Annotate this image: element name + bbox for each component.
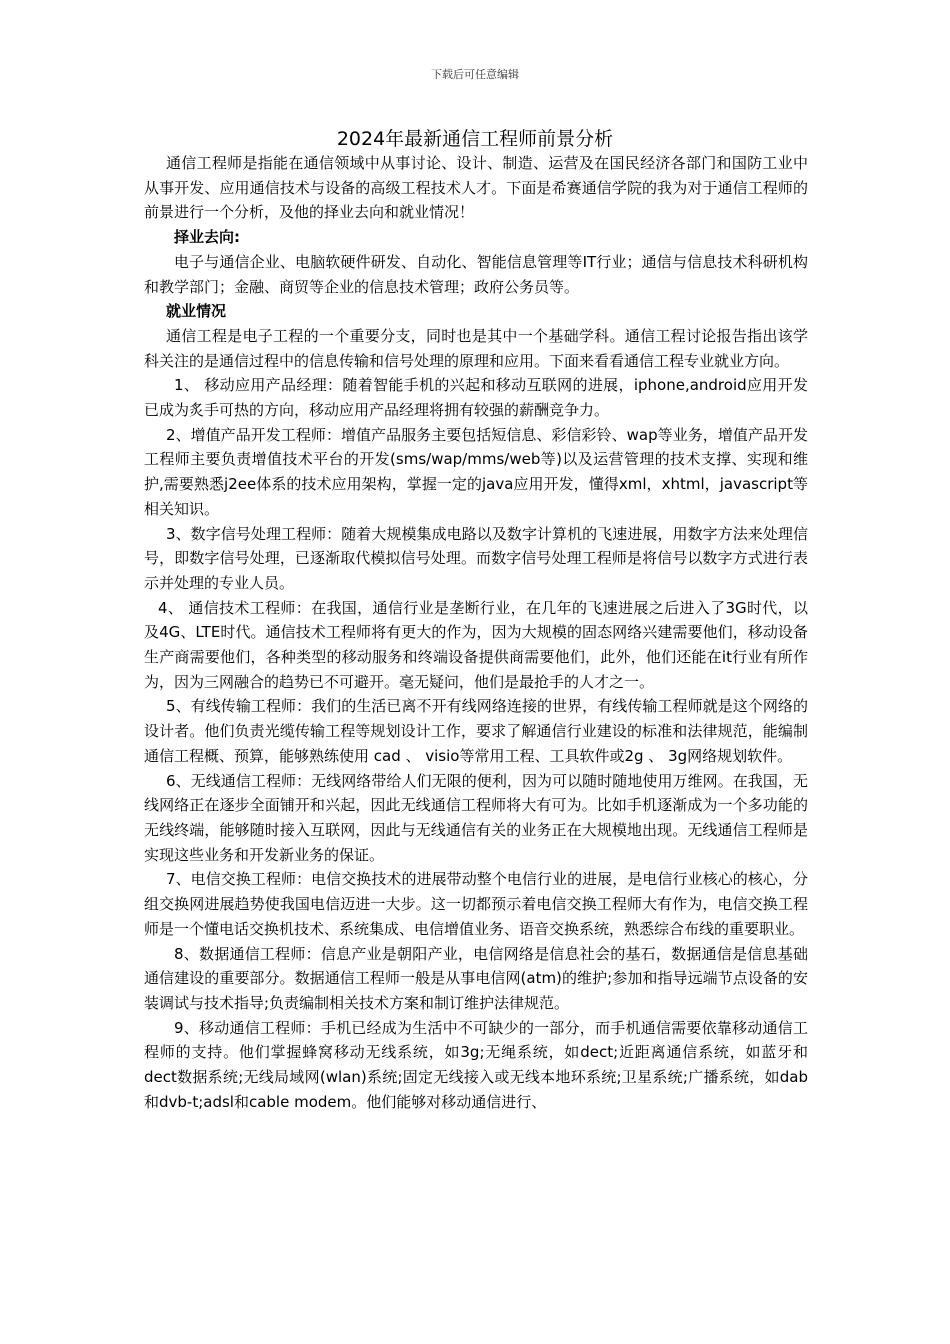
list-item: 1、 移动应用产品经理：随着智能手机的兴起和移动互联网的进展，iphone,android应用开发已成为炙手可热的方向，移动应用产品经理将拥有较强的薪酬竞争力。 [144, 376, 808, 420]
list-item: 8、数据通信工程师：信息产业是朝阳产业，电信网络是信息社会的基石，数据通信是信息基础通信建设的重要部分。数据通信工程师一般是从事电信网(atm)的维护;参加和指导远端节点设备的安装调试与技术指导;负责编制相关技术方案和制订维护法律规范。 [144, 944, 808, 1012]
document-body [144, 151, 808, 1114]
section-heading-employment: 就业情况 [166, 302, 227, 321]
header-note: 下载后可任意编辑 [431, 68, 519, 81]
list-item: 7、电信交换工程师：电信交换技术的进展带动整个电信行业的进展，是电信行业核心的核心，分组交换网进展趋势使我国电信迈进一大步。这一切都预示着电信交换工程师大有作为，电信交换工程师是一个懂电话交换机技术、系统集成、电信增值业务、语音交换系统，熟悉综合布线的重要职业。 [144, 870, 808, 938]
list-item: 9、移动通信工程师：手机已经成为生活中不可缺少的一部分，而手机通信需要依靠移动通信工程师的支持。他们掌握蜂窝移动无线系统，如3g;无绳系统，如dect;近距离通信系统，如蓝牙和dect数据系统;无线局域网(wlan)系统;固定无线接入或无线本地环系统;卫星系统;广播系统，如dab和dvb-t;adsl和cable modem。他们能够对移动通信进行、 [144, 1018, 808, 1111]
page-title: 2024年最新通信工程师前景分析 [336, 128, 614, 150]
intro-paragraph: 通信工程师是指能在通信领域中从事讨论、设计、制造、运营及在国民经济各部门和国防工业中从事开发、应用通信技术与设备的高级工程技术人才。下面是希赛通信学院的我为对于通信工程师的前景进行一个分析，及他的择业去向和就业情况！ [144, 154, 808, 222]
section-heading-career: 择业去向: [174, 228, 240, 247]
list-item: 6、无线通信工程师：无线网络带给人们无限的便利，因为可以随时随地使用万维网。在我国，无线网络正在逐步全面铺开和兴起，因此无线通信工程师将大有可为。比如手机逐渐成为一个多功能的无线终端，能够随时接入互联网，因此与无线通信有关的业务正在大规模地出现。无线通信工程师是实现这些业务和开发新业务的保证。 [144, 771, 808, 864]
section-body-employment: 通信工程是电子工程的一个重要分支，同时也是其中一个基础学科。通信工程讨论报告指出该学科关注的是通信过程中的信息传输和信号处理的原理和应用。下面来看看通信工程专业就业方向。 [144, 326, 808, 370]
list-item: 5、有线传输工程师：我们的生活已离不开有线网络连接的世界，有线传输工程师就是这个网络的设计者。他们负责光缆传输工程等规划设计工作，要求了解通信行业建设的标准和法律规范，能编制通信工程概、预算，能够熟练使用 cad 、 visio等常用工程、工具软件或2g 、 3g网络规划软件。 [144, 697, 808, 765]
list-item: 2、增值产品开发工程师：增值产品服务主要包括短信息、彩信彩铃、wap等业务，增值产品开发工程师主要负责增值技术平台的开发(sms/wap/mms/web等)以及运营管理的技术支撑、实现和维护,需要熟悉j2ee体系的技术应用架构，掌握一定的java应用开发，懂得xml，xhtml，javascript等相关知识。 [144, 425, 808, 518]
section-body-career: 电子与通信企业、电脑软硬件研发、自动化、智能信息管理等IT行业；通信与信息技术科研机构和教学部门；金融、商贸等企业的信息技术管理；政府公务员等。 [144, 252, 808, 296]
list-item: 3、数字信号处理工程师：随着大规模集成电路以及数字计算机的飞速进展，用数字方法来处理信号，即数字信号处理，已逐渐取代模拟信号处理。而数字信号处理工程师是将信号以数字方式进行表示并处理的专业人员。 [144, 524, 808, 592]
list-item: 4、 通信技术工程师：在我国，通信行业是垄断行业，在几年的飞速进展之后进入了3G时代，以及4G、LTE时代。通信技术工程师将有更大的作为，因为大规模的固态网络兴建需要他们，移动设备生产商需要他们，各种类型的移动服务和终端设备提供商需要他们，此外，他们还能在it行业有所作为，因为三网融合的趋势已不可避开。毫无疑问，他们是最抢手的人才之一。 [144, 598, 808, 691]
